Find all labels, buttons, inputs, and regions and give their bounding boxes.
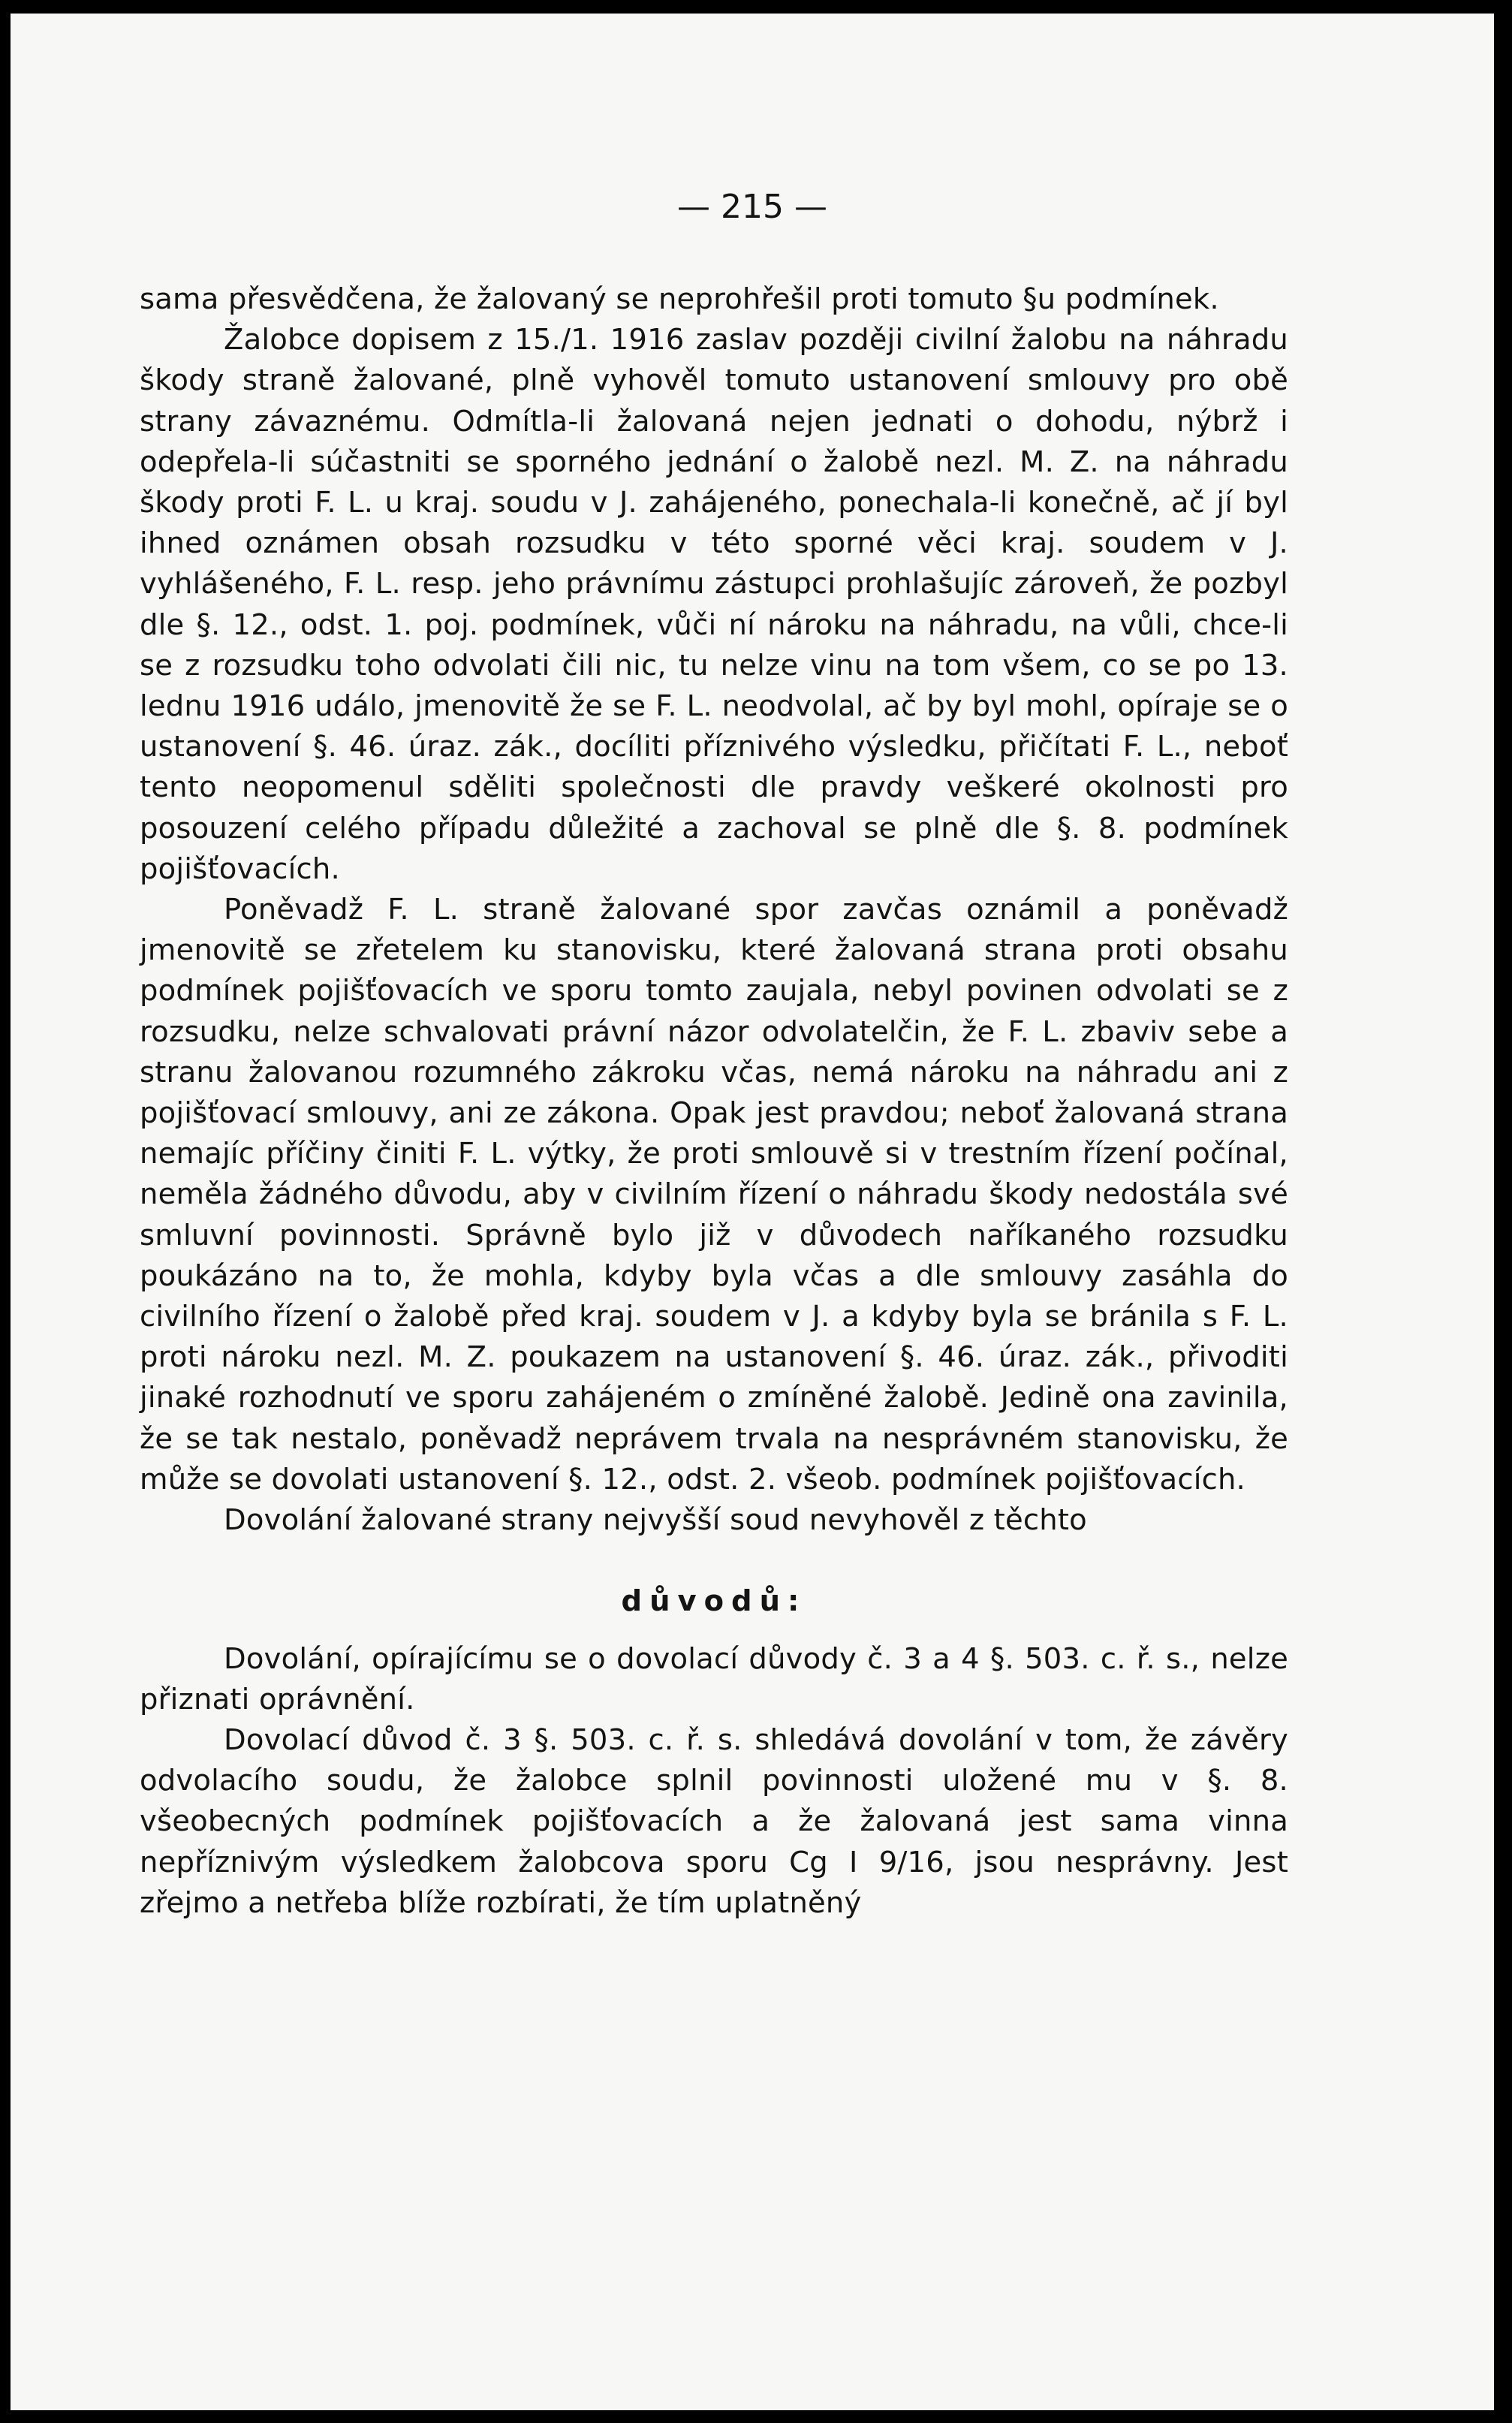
section-heading: důvodů: <box>621 1584 807 1619</box>
body-text <box>140 279 1288 1924</box>
paragraph-5: Dovolání, opírajícímu se o dovolací důvody č. 3 a 4 §. 503. c. ř. s., nelze přiznati oprávnění. <box>140 1641 1288 1716</box>
paragraph-1: sama přesvědčena, že žalovaný se neprohřešil proti tomuto §u podmínek. <box>140 282 1219 316</box>
paragraph-6: Dovolací důvod č. 3 §. 503. c. ř. s. shledává dovolání v tom, že závěry odvolacího soudu, že žalobce splnil povinnosti uložené mu v §. 8. všeobecných podmínek pojišťovacích a že žalovaná jest sama vinna nepříznivým výsledkem žalobcova sporu Cg I 9/16, jsou nesprávny. Jest zřejmo a netřeba blíže rozbírati, že tím uplatněný <box>140 1722 1288 1920</box>
paragraph-3: Poněvadž F. L. straně žalované spor zavčas oznámil a poněvadž jmenovitě se zřetelem ku stanovisku, které žalovaná strana proti obsahu podmínek pojišťovacích ve sporu tomto zaujala, nebyl povinen odvolati se z rozsudku, nelze schvalovati právní názor odvolatelčin, že F. L. zbaviv sebe a stranu žalovanou rozumného zákroku včas, nemá nároku na náhradu ani z pojišťovací smlouvy, ani ze zákona. Opak jest pravdou; neboť žalovaná strana nemajíc příčiny činiti F. L. výtky, že proti smlouvě si v trestním řízení počínal, neměla žádného důvodu, aby v civilním řízení o náhradu škody nedostála své smluvní povinnosti. Správně bylo již v důvodech naříkaného rozsudku poukázáno na to, že mohla, kdyby byla včas a dle smlouvy zasáhla do civilního řízení o žalobě před kraj. soudem v J. a kdyby byla se bránila s F. L. proti nároku nezl. M. Z. poukazem na ustanovení §. 46. úraz. zák., přivoditi jinaké rozhodnutí ve sporu zahájeném o zmíněné žalobě. Jedině ona zavinila, že se tak nestalo, poněvadž neprávem trvala na nesprávném stanovisku, že může se dovolati ustanovení §. 12., odst. 2. všeob. podmínek pojišťovacích. <box>140 893 1288 1496</box>
scanned-page <box>11 14 1494 2410</box>
paragraph-4: Dovolání žalované strany nejvyšší soud nevyhověl z těchto <box>224 1503 1087 1538</box>
paragraph-2: Žalobce dopisem z 15./1. 1916 zaslav později civilní žalobu na náhradu škody straně žalované, plně vyhověl tomuto ustanovení smlouvy pro obě strany závaznému. Odmítla-li žalovaná nejen jednati o dohodu, nýbrž i odepřela-li súčastniti se sporného jednání o žalobě nezl. M. Z. na náhradu škody proti F. L. u kraj. soudu v J. zahájeného, ponechala-li konečně, ač jí byl ihned oznámen obsah rozsudku v této sporné věci kraj. soudem v J. vyhlášeného, F. L. resp. jeho právnímu zástupci prohlašujíc zároveň, že pozbyl dle §. 12., odst. 1. poj. podmínek, vůči ní nároku na náhradu, na vůli, chce-li se z rozsudku toho odvolati čili nic, tu nelze vinu na tom všem, co se po 13. lednu 1916 událo, jmenovitě že se F. L. neodvolal, ač by byl mohl, opíraje se o ustanovení §. 46. úraz. zák., docíliti příznivého výsledku, přičítati F. L., neboť tento neopomenul sděliti společnosti dle pravdy veškeré okolnosti pro posouzení celého případu důležité a zachoval se plně dle §. 8. podmínek pojišťovacích. <box>140 323 1288 886</box>
page-number: — 215 — <box>677 188 827 226</box>
